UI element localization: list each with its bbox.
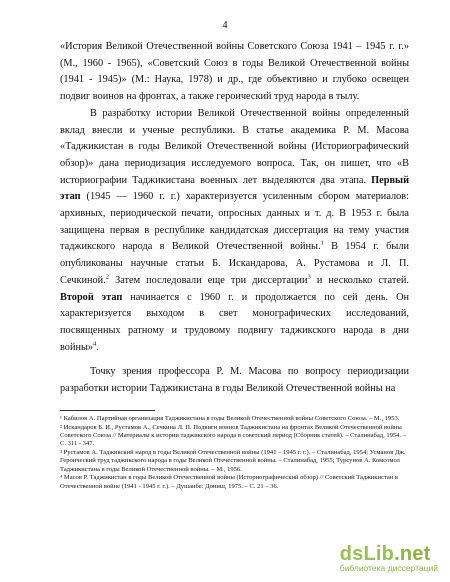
paragraph-3: Точку зрения профессора Р. М. Масова по вопросу периодизации разработки истории Таджикистана в годы Великой Отечественной войны на	[60, 366, 409, 395]
paragraph-2-text-g: .	[96, 341, 99, 353]
watermark-brand-prefix: dsLib	[339, 543, 395, 565]
paragraph-2-text-e: и несколько статей.	[310, 274, 409, 286]
paragraph-2-text-d: Затем последовали еще три диссертации	[109, 274, 308, 286]
paragraph-2-text-a: В разработку истории Великой Отечественной войны определенный вклад внесли и ученые республики. В статье академика Р. М. Масова «Таджикистан в годы Великой Отечественной войны (Историографический обзор)» дана периодизация исследуемого вопроса. Так, он пишет, что «В историографии Таджикистана военных лет выделяются два этапа.	[60, 107, 409, 186]
paragraph-2-text-b: (1945 — 1960 г. г.) характеризуется усиленным сбором материалов: архивных, периодической печати, опросных данных и т. д. В 1953 г. была защищена первая в республике кандидатская диссертация на тему участия таджикского народа в Великой Отечественной войны.	[60, 191, 409, 253]
second-stage-label: Второй этап	[60, 291, 123, 303]
paragraph-1: «История Великой Отечественной войны Советского Союза 1941 – 1945 г. г.» (М., 1960 - 1965), «Советский Союз в годы Великой Отечественной войны (1941 - 1945)» (М.: Наука, 1978) и др., где объективно и глубоко освещен подвиг воинов на фронтах, а также героический труд народа в тылу.	[60, 41, 409, 103]
footnote-3: ³ Рустамов А. Таджикский народ в годы Великой Отечественной войны (1941 – 1945 г. г.). – Сталинабад, 1954; Усманов Дж. Героический труд таджикского народа в годы Великой Отечественной войны. – Сталинабад, 1955; Турсунов А. Комсомол Таджикистана в годы Великой Отечественной войны. – М., 1956.	[60, 448, 406, 473]
footnote-ref-3[interactable]: 3	[307, 273, 311, 281]
footnote-ref-4[interactable]: 4	[93, 340, 97, 348]
footnote-ref-2[interactable]: 2	[105, 273, 109, 281]
footnote-1: ¹ Кабилов А. Партийная организация Таджикистана в годы Великой Отечественной войны Советского Союза. – М., 1953.	[60, 415, 400, 422]
paragraph-2-text-f: начинается с 1960 г. и продолжается по сей день. Он характеризуется выходом в свет монографических исследований, посвященных ратному и трудовому подвигу таджикского народа в дни войны»	[60, 291, 410, 353]
body-text	[60, 39, 409, 398]
watermark-tagline: библиотека диссертаций	[339, 563, 438, 573]
first-stage-label: Первый этап	[60, 174, 409, 203]
footnote-4: ⁴ Масов Р. Таджикистан в годы Великой Отечественной войны (Историографический обзор) // Советский Таджикистан в Отечественной войне (1941 - 1945 г. г.). – Душанбе: Дониш, 1975. – С. 21 – 36.	[60, 474, 398, 490]
page-number: 4	[222, 20, 228, 31]
watermark-logo[interactable]	[340, 543, 438, 573]
footnote-ref-1[interactable]: 1	[320, 240, 324, 248]
footnotes	[60, 415, 406, 491]
footnote-2: ² Искандаров Б. И., Рустамов А., Сечкина Л. П. Подвиги воинов Таджикистана на фронтах Великой Отечественной войны Советского Союза // Материалы к истории таджикского народа в советский период (Сборник статей). – Сталинабад, 1954. – С. 311 - 347.	[60, 423, 406, 448]
watermark-brand-suffix: .net	[394, 543, 431, 565]
paragraph-2	[60, 106, 409, 357]
paragraph-2-text-c: В 1954 г. были опубликованы научные статьи Б. Искандарова, А. Рустамова и Л. П. Сечкиной.	[60, 241, 409, 286]
footnote-separator	[60, 410, 155, 411]
